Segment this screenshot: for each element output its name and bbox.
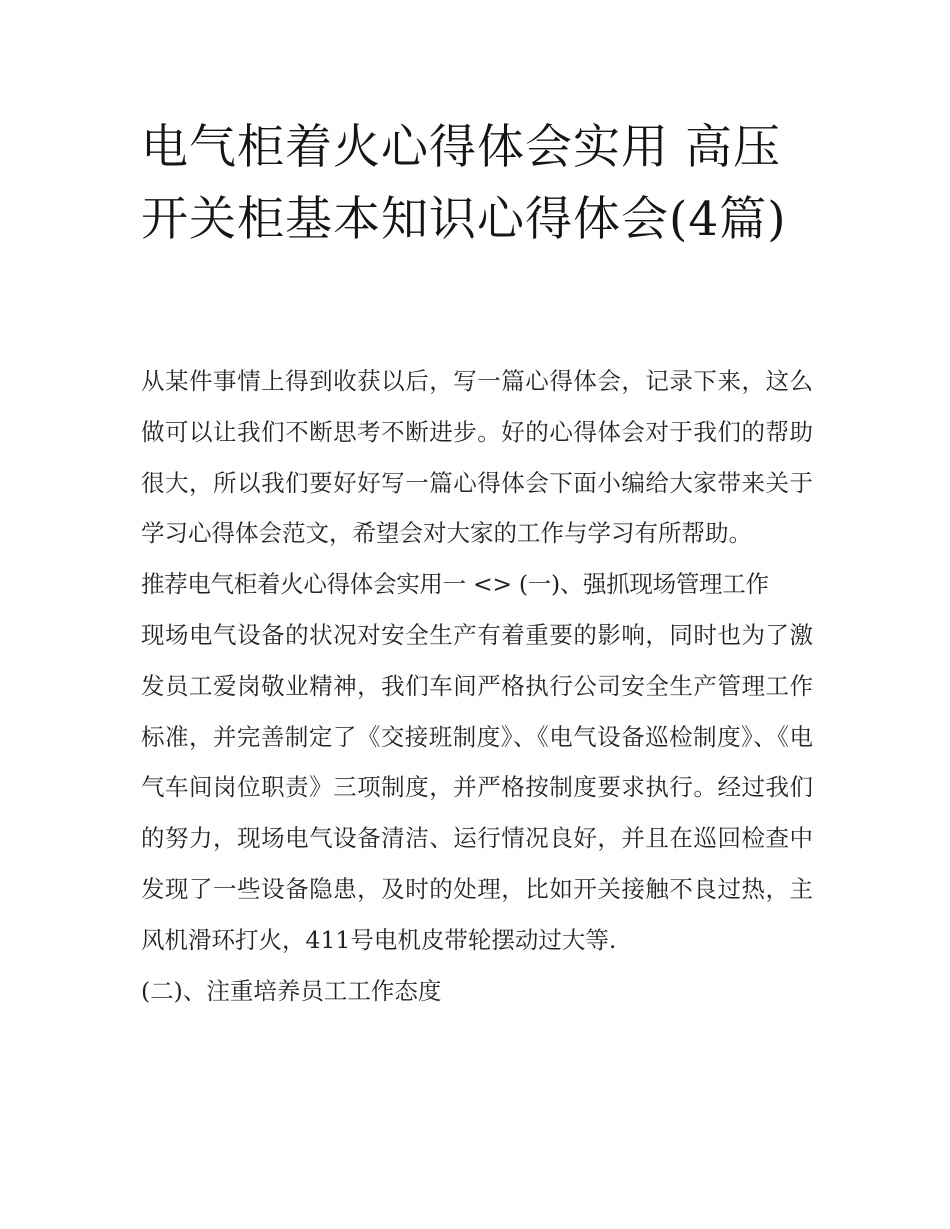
document-body [141,356,813,1016]
paragraph-recommend-heading: 推荐电气柜着火心得体会实用一 <> (一)、强抓现场管理工作 [141,570,769,599]
paragraph-intro: 从某件事情上得到收获以后，写一篇心得体会，记录下来，这么做可以让我们不断思考不断进步。好的心得体会对于我们的帮助很大，所以我们要好好写一篇心得体会下面小编给大家带来关于学习心得体会范文，希望会对大家的工作与学习有所帮助。 [141,367,813,548]
paragraph-site-management: 现场电气设备的状况对安全生产有着重要的影响，同时也为了激发员工爱岗敬业精神，我们车间严格执行公司安全生产管理工作标准，并完善制定了《交接班制度》、《电气设备巡检制度》、《电气车间岗位职责》三项制度，并严格按制度要求执行。经过我们的努力，现场电气设备清洁、运行情况良好，并且在巡回检查中发现了一些设备隐患，及时的处理，比如开关接触不良过热，主风机滑环打火，411号电机皮带轮摆动过大等. [141,620,813,954]
document-title: 电气柜着火心得体会实用 高压开关柜基本知识心得体会(4篇) [141,120,787,247]
paragraph-section-two-heading: (二)、注重培养员工工作态度 [141,976,442,1005]
